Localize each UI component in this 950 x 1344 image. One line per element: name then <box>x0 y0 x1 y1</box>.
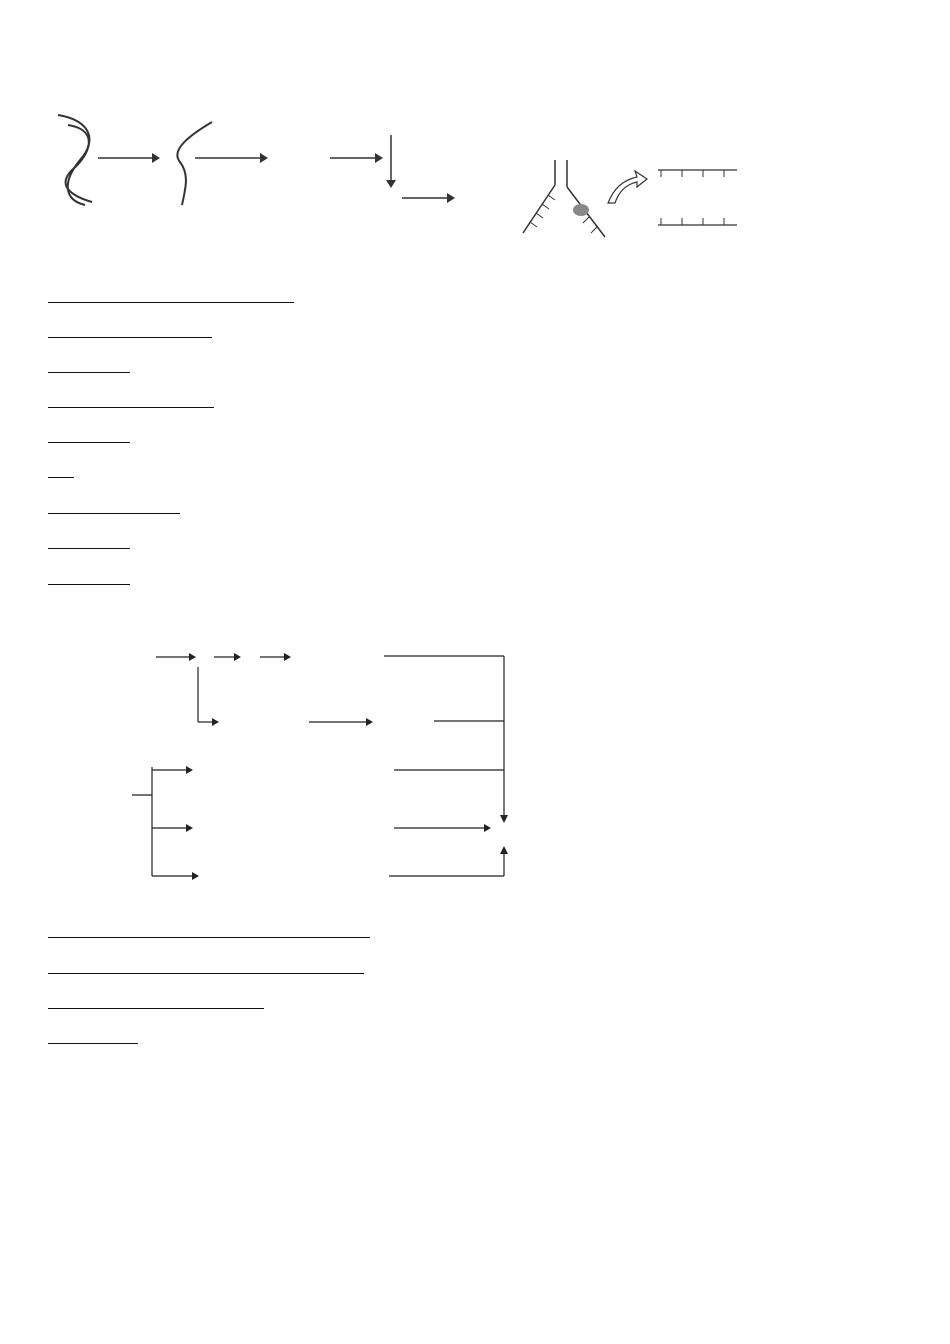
q7-part6 <box>48 533 130 551</box>
answer-blank[interactable] <box>48 323 130 338</box>
answer-blank[interactable] <box>48 428 130 443</box>
answer-blank[interactable] <box>48 994 264 1009</box>
breeding-diagram <box>44 632 524 892</box>
answer-blank[interactable] <box>114 959 364 974</box>
enzyme-blob <box>573 204 589 216</box>
magnify-arrow-icon <box>608 171 647 203</box>
q7-part2 <box>48 322 212 340</box>
answer-blank[interactable] <box>48 534 130 549</box>
dna-gene-curve-2 <box>66 125 92 202</box>
q8-part1 <box>48 922 370 940</box>
answer-blank[interactable] <box>48 570 130 585</box>
answer-blank[interactable] <box>48 463 74 478</box>
q7-part2-cont <box>48 357 130 375</box>
mrna-curve <box>177 122 212 205</box>
answer-blank[interactable] <box>48 393 214 408</box>
answer-blank[interactable] <box>48 288 130 303</box>
figure-jia <box>40 100 510 270</box>
answer-blank[interactable] <box>48 499 180 514</box>
figure-yi <box>515 155 765 265</box>
q7-part6-cont <box>48 569 130 587</box>
q7-part4 <box>48 427 130 445</box>
q7-part5 <box>48 462 74 480</box>
answer-blank[interactable] <box>130 288 212 303</box>
q8-part3 <box>48 1028 138 1046</box>
answer-blank[interactable] <box>48 923 130 938</box>
q8-part1-cont <box>48 958 364 976</box>
q7-part3 <box>48 392 214 410</box>
answer-blank[interactable] <box>212 288 294 303</box>
dna-gene-curve <box>58 115 89 205</box>
answer-blank[interactable] <box>48 1029 138 1044</box>
answer-blank[interactable] <box>48 959 114 974</box>
genotype-cells <box>40 1090 640 1220</box>
answer-blank[interactable] <box>130 923 228 938</box>
answer-blank[interactable] <box>48 358 130 373</box>
q7-part5-cont <box>48 498 180 516</box>
answer-blank[interactable] <box>228 923 370 938</box>
q7-part1 <box>48 287 294 305</box>
q8-part2 <box>48 993 264 1011</box>
answer-blank[interactable] <box>130 323 212 338</box>
